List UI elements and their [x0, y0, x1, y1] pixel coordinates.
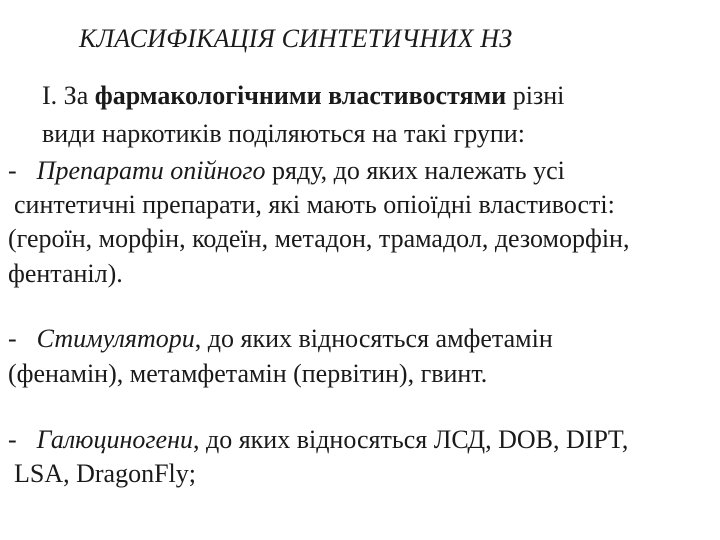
item-hallucinogens-line-2: LSA, DragonFly; [14, 459, 196, 488]
item-stimulants-line-1 [8, 322, 553, 356]
item-opioids-line-4: фентаніл). [8, 259, 123, 288]
item-dash: - [8, 324, 17, 353]
intro-pre: За [57, 81, 95, 110]
item-dash: - [8, 425, 17, 454]
item-opioids-line-3: (героїн, морфін, кодеїн, метадон, трамадол, дезоморфін, [8, 224, 630, 253]
item-hallucinogens-rest: , до яких відносяться ЛСД, DOB, DIPT, [192, 425, 629, 454]
item-opioids-line-2: синтетичні препарати, які мають опіоїдні властивості: [14, 190, 615, 219]
item-opioids-term: Препарати опійного [36, 156, 266, 185]
item-hallucinogens-line-1 [8, 423, 628, 457]
item-stimulants-line-2: (фенамін), метамфетамін (первітин), гвинт. [8, 359, 488, 388]
item-opioids-line-1 [8, 154, 565, 188]
intro-number: I. [42, 81, 58, 110]
intro-post: різні [506, 81, 565, 110]
item-opioids-rest: ряду, до яких належать усі [265, 156, 565, 185]
item-stimulants-term: Стимулятори [36, 324, 195, 353]
intro-line-2: види наркотиків поділяються на такі групи: [42, 119, 525, 148]
intro-line-1 [42, 79, 564, 113]
item-hallucinogens-term: Галюциногени [36, 425, 193, 454]
slide-title: КЛАСИФІКАЦІЯ СИНТЕТИЧНИХ НЗ [79, 24, 513, 53]
item-dash: - [8, 156, 17, 185]
intro-bold-term: фармакологічними властивостями [94, 81, 507, 110]
item-stimulants-rest: , до яких відносяться амфетамін [194, 324, 553, 353]
